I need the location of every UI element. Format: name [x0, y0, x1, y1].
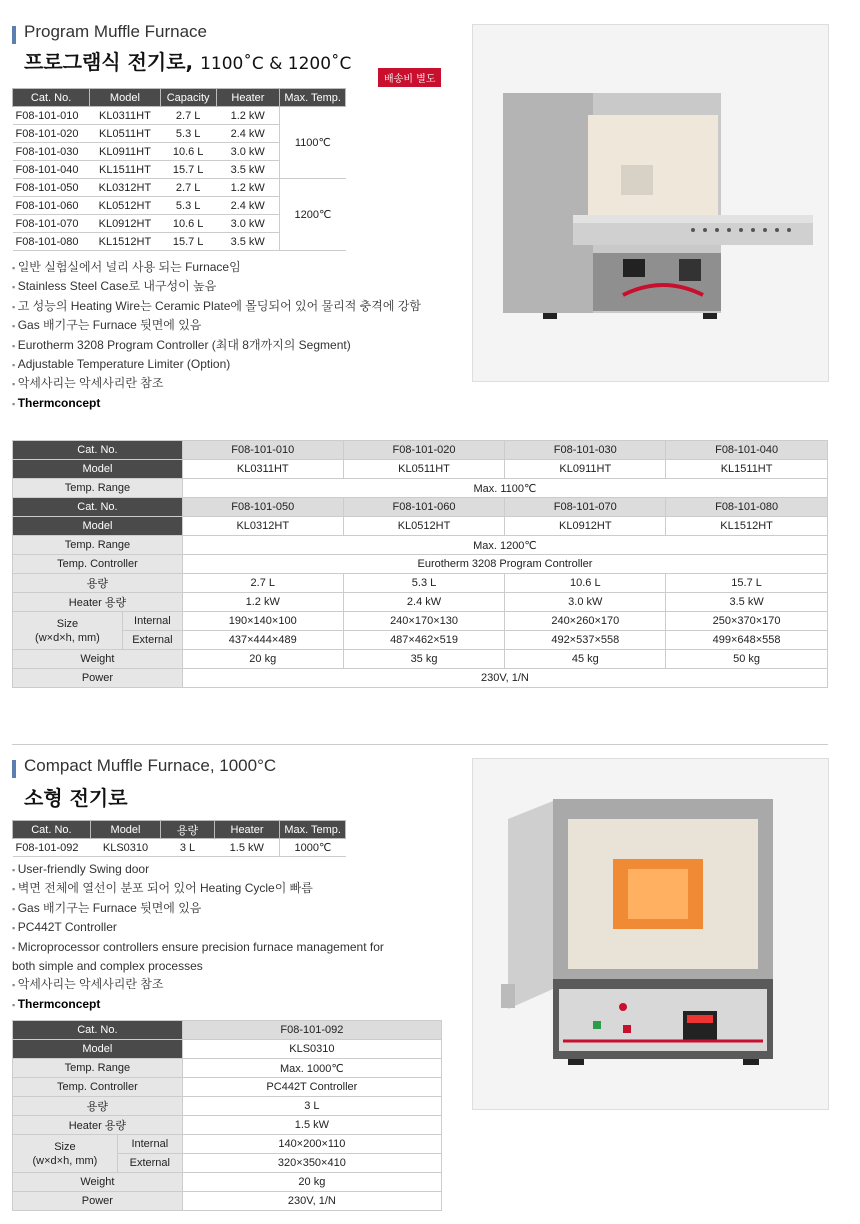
cell-heater: 3.0 kW [216, 215, 280, 233]
cell-cat: F08-101-050 [182, 498, 343, 517]
list-item: ▪ User-friendly Swing door [12, 860, 462, 879]
cell-heater: 3.5 kW [216, 161, 280, 179]
label-internal: Internal [117, 1135, 182, 1154]
cell-controller: PC442T Controller [182, 1078, 441, 1097]
list-item: ▪ 일반 실험실에서 널리 사용 되는 Furnace임 [12, 258, 462, 277]
cell-cap: 2.7 L [160, 107, 216, 125]
spec-row-weight [13, 650, 828, 669]
furnace-illustration [473, 759, 828, 1109]
title-temp-text: 1100˚C & 1200˚C [200, 54, 352, 74]
cell-internal: 190×140×100 [182, 612, 343, 631]
col-capacity: Capacity [160, 89, 216, 107]
list-item: ▪ 악세사리는 악세사리란 참조 [12, 975, 462, 994]
summary-header-row [13, 821, 346, 839]
label-power: Power [13, 1192, 183, 1211]
cell-cap: 2.7 L [160, 179, 216, 197]
furnace-illustration [473, 25, 828, 381]
cell-internal: 140×200×110 [182, 1135, 441, 1154]
spec-row-capacity [13, 574, 828, 593]
cell-heater: 1.2 kW [216, 107, 280, 125]
label-capacity: 용량 [13, 574, 183, 593]
label-controller: Temp. Controller [13, 555, 183, 574]
label-heater: Heater 용량 [13, 1116, 183, 1135]
section2-title-ko: 소형 전기로 [24, 786, 128, 810]
table-row [13, 179, 346, 197]
spec-row-external [13, 631, 828, 650]
list-item-continuation: both simple and complex processes [12, 959, 203, 974]
spec-row-heater [13, 1116, 442, 1135]
cell-cat: F08-101-070 [505, 498, 666, 517]
list-item: ▪ 악세사리는 악세사리란 참조 [12, 374, 462, 393]
cell-cat: F08-101-070 [13, 215, 90, 233]
cell-model: KL0912HT [505, 517, 666, 536]
cell-cap: 10.6 L [160, 215, 216, 233]
spec-row-weight [13, 1173, 442, 1192]
control-panel [593, 253, 721, 311]
cell-heater: 1.2 kW [182, 593, 343, 612]
cell-heater: 3.5 kW [666, 593, 828, 612]
cell-heater: 3.5 kW [216, 233, 280, 251]
cell-model: KL0512HT [90, 197, 160, 215]
size-label-line2: (w×d×h, mm) [32, 1154, 98, 1167]
cell-external: 499×648×558 [666, 631, 828, 650]
cell-model: KL0311HT [90, 107, 160, 125]
cell-model: KL0312HT [182, 517, 343, 536]
label-weight: Weight [13, 1173, 183, 1192]
cell-model: KL1511HT [666, 460, 828, 479]
section1-spec-table [12, 440, 828, 688]
cell-cat: F08-101-030 [505, 441, 666, 460]
cell-capacity: 5.3 L [343, 574, 505, 593]
spec-row-internal [13, 1135, 442, 1154]
spec-row-range [13, 1059, 442, 1078]
spec-row-capacity [13, 1097, 442, 1116]
cell-external: 437×444×489 [182, 631, 343, 650]
label-cat: Cat. No. [13, 498, 183, 517]
label-weight: Weight [13, 650, 183, 669]
title-ko-text: 프로그램식 전기로, [24, 50, 194, 74]
cell-cat: F08-101-060 [13, 197, 90, 215]
cell-range: Max. 1000℃ [182, 1059, 441, 1078]
cell-cat: F08-101-020 [343, 441, 505, 460]
cell-cat: F08-101-092 [13, 839, 91, 857]
cell-temp: 1200℃ [280, 179, 346, 251]
list-item: ▪ 고 성능의 Heating Wire는 Ceramic Plate에 몰딩되어 있어 물리적 충격에 강함 [12, 297, 462, 316]
cell-heater: 2.4 kW [216, 197, 280, 215]
cell-internal: 240×170×130 [343, 612, 505, 631]
list-item: ▪ Gas 배기구는 Furnace 뒷면에 있음 [12, 316, 462, 335]
cell-model: KL0912HT [90, 215, 160, 233]
list-item: ▪ Eurotherm 3208 Program Controller (최대 8개까지의 Segment) [12, 336, 462, 355]
cell-model: KL0512HT [343, 517, 505, 536]
cell-model: KL1512HT [666, 517, 828, 536]
cell-model: KL0311HT [182, 460, 343, 479]
cell-external: 487×462×519 [343, 631, 505, 650]
cell-weight: 50 kg [666, 650, 828, 669]
size-label-line1: Size [56, 617, 79, 630]
cell-power: 230V, 1/N [182, 1192, 441, 1211]
cell-capacity: 15.7 L [666, 574, 828, 593]
title-accent-bar [12, 26, 16, 44]
spec-row-model-a [13, 460, 828, 479]
label-model: Model [13, 1040, 183, 1059]
spec-row-cat-a [13, 441, 828, 460]
brand-name: ▪ Thermconcept [12, 394, 462, 413]
col-max-temp: Max. Temp. [280, 89, 346, 107]
cell-capacity: 3 L [182, 1097, 441, 1116]
label-power: Power [13, 669, 183, 688]
cell-internal: 250×370×170 [666, 612, 828, 631]
col-capacity: 용량 [161, 821, 215, 839]
cell-model: KL1512HT [90, 233, 160, 251]
spec-row-controller [13, 1078, 442, 1097]
cell-range: Max. 1200℃ [182, 536, 827, 555]
shipping-badge: 배송비 별도 [378, 68, 441, 87]
brand-name: ▪ Thermconcept [12, 995, 462, 1014]
cell-capacity: 10.6 L [505, 574, 666, 593]
program-furnace-photo [472, 24, 829, 382]
section-divider [12, 744, 828, 745]
cell-model: KL0511HT [90, 125, 160, 143]
cell-cat: F08-101-040 [13, 161, 90, 179]
cell-temp: 1000℃ [280, 839, 346, 857]
cell-external: 492×537×558 [505, 631, 666, 650]
list-item: ▪ 벽면 전체에 열선이 분포 되어 있어 Heating Cycle이 빠름 [12, 879, 462, 898]
cell-weight: 35 kg [343, 650, 505, 669]
cell-model: KL0911HT [90, 143, 160, 161]
cell-cat: F08-101-080 [666, 498, 828, 517]
size-label-line1: Size [54, 1140, 76, 1153]
cell-cap: 3 L [161, 839, 215, 857]
cell-cat: F08-101-030 [13, 143, 90, 161]
cell-cap: 10.6 L [160, 143, 216, 161]
table-row [13, 107, 346, 125]
section1-title-ko [24, 46, 351, 75]
cell-cat: F08-101-080 [13, 233, 90, 251]
col-heater: Heater [214, 821, 280, 839]
cell-model: KLS0310 [90, 839, 160, 857]
cell-external: 320×350×410 [182, 1154, 441, 1173]
spec-row-model-b [13, 517, 828, 536]
spec-row-range-b [13, 536, 828, 555]
spec-row-range-a [13, 479, 828, 498]
label-range: Temp. Range [13, 536, 183, 555]
col-max-temp: Max. Temp. [280, 821, 346, 839]
label-external: External [117, 1154, 182, 1173]
cell-internal: 240×260×170 [505, 612, 666, 631]
label-cat: Cat. No. [13, 441, 183, 460]
section1-summary-table [12, 88, 346, 251]
spec-row-power [13, 669, 828, 688]
cell-heater: 2.4 kW [216, 125, 280, 143]
label-controller: Temp. Controller [13, 1078, 183, 1097]
spec-row-internal [13, 612, 828, 631]
spec-row-controller [13, 555, 828, 574]
label-size [13, 612, 123, 650]
size-label-line2: (w×d×h, mm) [35, 631, 100, 644]
cell-model: KL0312HT [90, 179, 160, 197]
cell-model: KL1511HT [90, 161, 160, 179]
label-range: Temp. Range [13, 479, 183, 498]
cell-weight: 45 kg [505, 650, 666, 669]
col-heater: Heater [216, 89, 280, 107]
cell-cap: 5.3 L [160, 125, 216, 143]
list-item: ▪ Microprocessor controllers ensure precision furnace management for [12, 938, 462, 957]
list-item: ▪ PC442T Controller [12, 918, 462, 937]
cell-model: KL0511HT [343, 460, 505, 479]
col-model: Model [90, 821, 160, 839]
cell-cat: F08-101-010 [182, 441, 343, 460]
cell-cap: 5.3 L [160, 197, 216, 215]
cell-cat: F08-101-020 [13, 125, 90, 143]
table-row [13, 839, 346, 857]
cell-cat: F08-101-060 [343, 498, 505, 517]
cell-power: 230V, 1/N [182, 669, 827, 688]
cell-controller: Eurotherm 3208 Program Controller [182, 555, 827, 574]
cell-cap: 15.7 L [160, 233, 216, 251]
cell-capacity: 2.7 L [182, 574, 343, 593]
list-item: ▪ Gas 배기구는 Furnace 뒷면에 있음 [12, 899, 462, 918]
cell-weight: 20 kg [182, 650, 343, 669]
spec-row-model [13, 1040, 442, 1059]
col-cat: Cat. No. [13, 821, 91, 839]
cell-cat: F08-101-040 [666, 441, 828, 460]
cell-range: Max. 1100℃ [182, 479, 827, 498]
cell-model: KL0911HT [505, 460, 666, 479]
cell-cat: F08-101-092 [182, 1021, 441, 1040]
label-cat: Cat. No. [13, 1021, 183, 1040]
list-item: ▪ Stainless Steel Case로 내구성이 높음 [12, 277, 462, 296]
compact-furnace-photo [472, 758, 829, 1110]
cell-cat: F08-101-010 [13, 107, 90, 125]
summary-header-row [13, 89, 346, 107]
cell-heater: 3.0 kW [216, 143, 280, 161]
col-model: Model [90, 89, 160, 107]
label-heater: Heater 용량 [13, 593, 183, 612]
cell-heater: 1.2 kW [216, 179, 280, 197]
section1-feature-list [12, 258, 462, 413]
cell-cat: F08-101-050 [13, 179, 90, 197]
list-item: ▪ Adjustable Temperature Limiter (Option) [12, 355, 462, 374]
section2-summary-table [12, 820, 346, 857]
section2-spec-table [12, 1020, 442, 1211]
furnace-swing-door [508, 801, 553, 1009]
cell-temp: 1100℃ [280, 107, 346, 179]
spec-row-power [13, 1192, 442, 1211]
label-range: Temp. Range [13, 1059, 183, 1078]
cell-heater: 3.0 kW [505, 593, 666, 612]
spec-row-cat-b [13, 498, 828, 517]
cell-model: KLS0310 [182, 1040, 441, 1059]
col-cat: Cat. No. [13, 89, 90, 107]
section2-feature-list [12, 860, 462, 1014]
cell-cap: 15.7 L [160, 161, 216, 179]
label-capacity: 용량 [13, 1097, 183, 1116]
label-model: Model [13, 517, 183, 536]
spec-row-cat [13, 1021, 442, 1040]
section2-title-en: Compact Muffle Furnace, 1000°C [24, 756, 277, 775]
spec-row-heater [13, 593, 828, 612]
label-size [13, 1135, 118, 1173]
title-accent-bar [12, 760, 16, 778]
cell-heater: 1.5 kW [214, 839, 280, 857]
section1-title-en: Program Muffle Furnace [24, 22, 207, 41]
cell-heater: 1.5 kW [182, 1116, 441, 1135]
label-model: Model [13, 460, 183, 479]
cell-weight: 20 kg [182, 1173, 441, 1192]
label-internal: Internal [122, 612, 182, 631]
label-external: External [122, 631, 182, 650]
cell-heater: 2.4 kW [343, 593, 505, 612]
